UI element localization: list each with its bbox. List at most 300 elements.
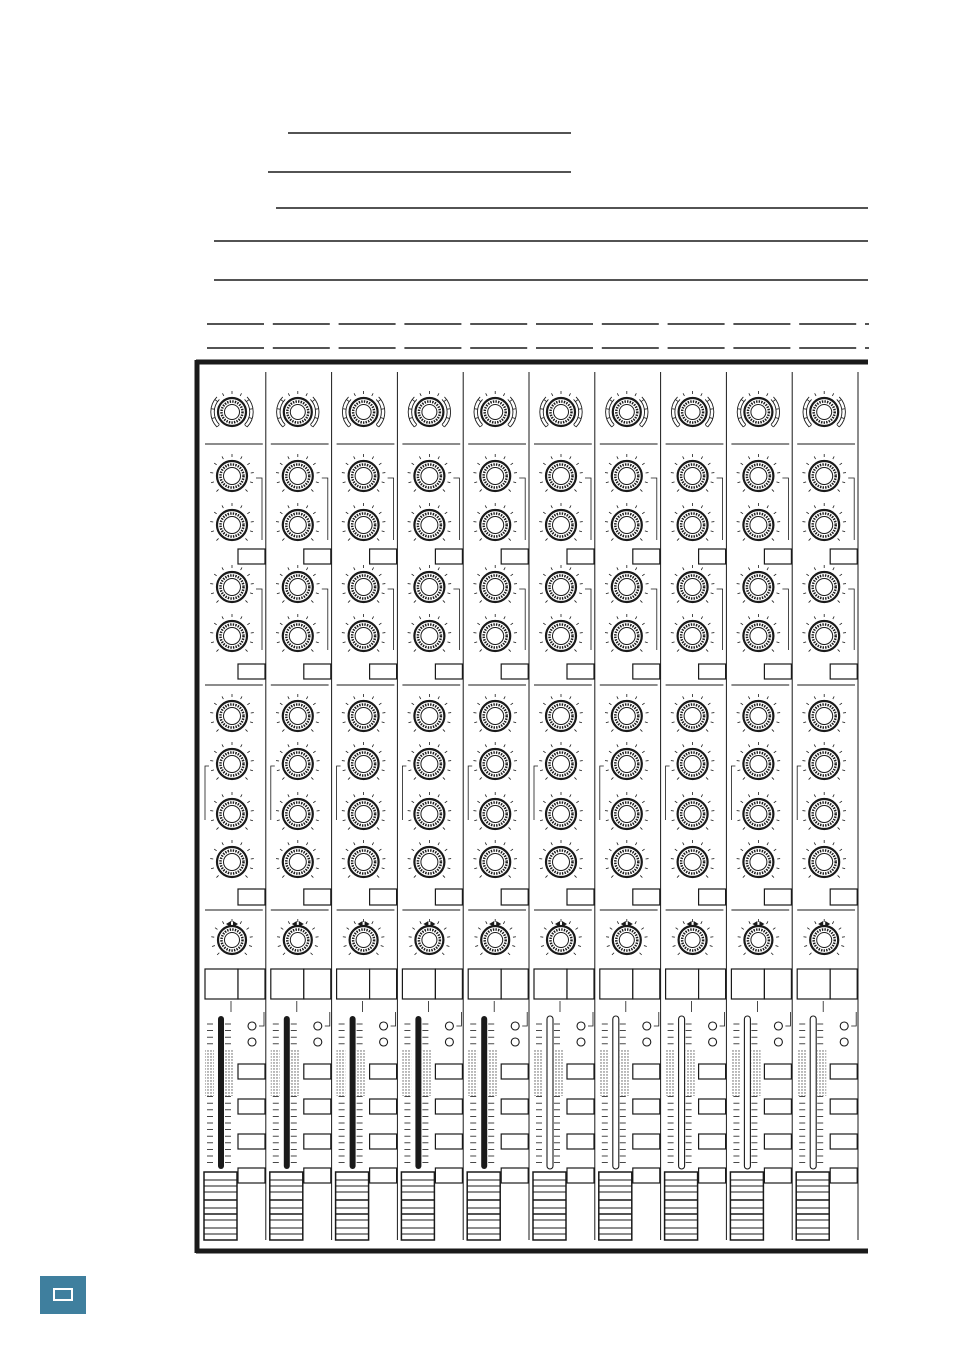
scale-tick — [245, 600, 247, 602]
led-indicator-icon — [511, 1022, 519, 1030]
pan-knob-icon — [277, 919, 318, 955]
scale-tick — [701, 393, 702, 396]
eq-knob-icon — [408, 503, 451, 541]
scale-tick — [803, 593, 806, 594]
scale-tick — [480, 729, 482, 731]
scale-tick — [677, 875, 679, 877]
knob-cap — [356, 933, 371, 948]
scale-tick — [412, 400, 414, 402]
scale-tick — [408, 531, 411, 532]
scale-tick — [445, 574, 447, 576]
scale-tick — [216, 649, 218, 651]
knob-cap — [421, 579, 438, 596]
scale-tick — [540, 642, 543, 643]
scale-tick — [641, 400, 643, 402]
knob-cap — [816, 708, 833, 725]
scale-tick — [513, 722, 516, 723]
scale-tick — [773, 400, 775, 402]
switch-button-icon — [534, 969, 567, 999]
scale-tick — [606, 868, 609, 869]
led-indicator-icon — [774, 1022, 782, 1030]
scale-tick — [315, 418, 318, 419]
scale-tick — [408, 868, 411, 869]
knob-cap — [355, 806, 372, 823]
aux-bracket — [205, 766, 209, 820]
scale-tick — [809, 875, 811, 877]
scale-tick — [710, 418, 713, 419]
switch-button-icon — [633, 969, 660, 999]
scale-tick — [749, 921, 750, 924]
scale-tick — [711, 868, 714, 869]
scale-tick — [814, 616, 815, 619]
knob-cap — [684, 708, 701, 725]
scale-tick — [372, 567, 373, 570]
aux-bracket — [534, 766, 538, 820]
knob-cap — [554, 933, 569, 948]
scale-tick — [806, 623, 808, 625]
scale-tick — [509, 875, 511, 877]
scale-tick — [640, 649, 642, 651]
fader-slot — [415, 1016, 421, 1169]
switch-button-icon — [567, 549, 594, 564]
scale-tick — [485, 567, 486, 570]
scale-tick — [211, 820, 214, 821]
scale-tick — [645, 531, 648, 532]
scale-tick — [346, 703, 348, 705]
eq-bracket — [322, 589, 328, 650]
scale-tick — [414, 489, 416, 491]
eq-knob-icon — [605, 614, 648, 652]
scale-tick — [576, 703, 578, 705]
aux-knob-icon — [342, 792, 385, 830]
scale-tick — [445, 623, 447, 625]
scale-tick — [316, 642, 319, 643]
led-leader — [588, 1012, 593, 1026]
scale-tick — [635, 616, 636, 619]
channel-strip — [665, 372, 727, 1240]
scale-tick — [311, 777, 313, 779]
scale-tick — [701, 744, 702, 747]
switch-button-icon — [304, 1064, 331, 1079]
scale-tick — [642, 751, 644, 753]
scale-tick — [245, 425, 247, 427]
scale-tick — [443, 649, 445, 651]
scale-tick — [611, 729, 613, 731]
scale-tick — [419, 616, 420, 619]
scale-tick — [551, 696, 552, 699]
scale-tick — [438, 567, 439, 570]
scale-tick — [445, 801, 447, 803]
scale-tick — [412, 512, 414, 514]
scale-tick — [804, 946, 807, 947]
knob-cap — [487, 628, 504, 645]
fader-cap-body — [467, 1172, 500, 1240]
scale-tick — [247, 512, 249, 514]
led-leader — [259, 1012, 264, 1026]
scale-tick — [617, 744, 618, 747]
scale-tick — [672, 482, 675, 483]
scale-tick — [412, 751, 414, 753]
scale-tick — [551, 393, 552, 396]
page-tab-icon — [40, 1276, 86, 1314]
scale-tick — [743, 827, 745, 829]
scale-tick — [617, 393, 618, 396]
scale-tick — [382, 722, 385, 723]
knob-cap — [289, 708, 306, 725]
scale-tick — [313, 623, 315, 625]
switch-button-icon — [238, 664, 265, 679]
knob-cap — [684, 756, 701, 773]
scale-tick — [706, 777, 708, 779]
scale-tick — [372, 794, 373, 797]
aux-bracket — [468, 766, 472, 820]
scale-tick — [683, 393, 684, 396]
switch-button-icon — [402, 969, 435, 999]
scale-tick — [576, 463, 578, 465]
scale-tick — [776, 868, 779, 869]
scale-tick — [677, 489, 679, 491]
scale-tick — [346, 623, 348, 625]
switch-button-icon — [435, 549, 462, 564]
knob-cap — [750, 854, 767, 871]
scale-tick — [288, 842, 289, 845]
eq-bracket — [256, 589, 262, 650]
page-tab-inner — [53, 1288, 73, 1301]
gain-knob-icon — [606, 391, 648, 427]
scale-tick — [672, 820, 675, 821]
scale-tick — [569, 921, 570, 924]
scale-tick — [551, 505, 552, 508]
eq-knob-icon — [671, 565, 714, 603]
knob-cap — [225, 933, 240, 948]
fader-cap-body — [533, 1172, 566, 1240]
switch-button-icon — [633, 1064, 660, 1079]
switch-button-icon — [304, 969, 331, 999]
switch-button-icon — [370, 549, 397, 564]
scale-tick — [214, 703, 216, 705]
scale-tick — [635, 567, 636, 570]
switch-button-icon — [666, 969, 699, 999]
aux-knob-icon — [605, 742, 648, 780]
scale-tick — [540, 820, 543, 821]
scale-tick — [277, 868, 280, 869]
knob-cap — [355, 854, 372, 871]
fader-cap-body — [599, 1172, 632, 1240]
scale-tick — [485, 505, 486, 508]
scale-tick — [706, 538, 708, 540]
knob-cap — [224, 517, 241, 534]
scale-tick — [511, 849, 513, 851]
scale-tick — [838, 729, 840, 731]
scale-tick — [707, 400, 709, 402]
scale-tick — [288, 393, 289, 396]
scale-tick — [640, 425, 642, 427]
scale-tick — [408, 722, 411, 723]
scale-tick — [737, 531, 740, 532]
scale-tick — [737, 820, 740, 821]
eq-knob-icon — [210, 614, 253, 652]
scale-tick — [837, 425, 839, 427]
switch-button-icon — [633, 664, 660, 679]
scale-tick — [216, 600, 218, 602]
scale-tick — [711, 593, 714, 594]
scale-tick — [641, 928, 643, 930]
scale-tick — [833, 616, 834, 619]
knob-cap — [684, 806, 701, 823]
scale-tick — [772, 875, 774, 877]
aux-knob-icon — [342, 840, 385, 878]
fader-cap-icon — [336, 1172, 369, 1240]
eq-bracket — [717, 589, 723, 650]
scale-tick — [701, 567, 702, 570]
eq-bracket — [651, 589, 657, 650]
scale-tick — [212, 418, 215, 419]
scale-tick — [545, 729, 547, 731]
fader-cap-body — [270, 1172, 303, 1240]
scale-tick — [512, 946, 515, 947]
eq-knob-icon — [802, 614, 845, 652]
scale-tick — [442, 953, 444, 955]
scale-tick — [741, 703, 743, 705]
scale-tick — [480, 827, 482, 829]
scale-tick — [675, 801, 677, 803]
scale-tick — [570, 505, 571, 508]
knob-cap — [553, 854, 570, 871]
switch-button-icon — [501, 1064, 528, 1079]
scale-tick — [474, 868, 477, 869]
gain-knob-icon — [671, 391, 713, 427]
scale-tick — [412, 623, 414, 625]
scale-tick — [241, 616, 242, 619]
scale-tick — [744, 953, 746, 955]
pan-knob-icon — [409, 919, 450, 955]
scale-tick — [842, 531, 845, 532]
meter-pattern — [225, 1050, 234, 1096]
scale-tick — [211, 482, 214, 483]
eq-knob-icon — [473, 565, 516, 603]
eq-knob-icon — [539, 565, 582, 603]
scale-tick — [354, 794, 355, 797]
scale-tick — [672, 642, 675, 643]
scale-tick — [809, 489, 811, 491]
aux-knob-icon — [408, 742, 451, 780]
aux-knob-icon — [539, 792, 582, 830]
scale-tick — [606, 722, 609, 723]
scale-tick — [408, 820, 411, 821]
scale-tick — [809, 777, 811, 779]
knob-cap — [618, 806, 635, 823]
scale-tick — [776, 482, 779, 483]
scale-tick — [283, 953, 285, 955]
eq-knob-icon — [802, 454, 845, 492]
aux-knob-icon — [802, 694, 845, 732]
scale-tick — [706, 875, 708, 877]
aux-knob-icon — [737, 694, 780, 732]
scale-tick — [570, 456, 571, 459]
scale-tick — [748, 794, 749, 797]
scale-tick — [443, 827, 445, 829]
scale-tick — [840, 703, 842, 705]
scale-tick — [767, 616, 768, 619]
channel-strip — [336, 372, 398, 1240]
led-indicator-icon — [840, 1022, 848, 1030]
scale-tick — [250, 642, 253, 643]
scale-tick — [772, 489, 774, 491]
scale-tick — [771, 425, 773, 427]
scale-tick — [543, 849, 545, 851]
scale-tick — [838, 875, 840, 877]
scale-tick — [672, 868, 675, 869]
fader-slot — [810, 1016, 816, 1169]
switch-button-icon — [567, 1064, 594, 1079]
scale-tick — [419, 842, 420, 845]
scale-tick — [349, 953, 351, 955]
scale-tick — [683, 744, 684, 747]
aux-bracket — [797, 766, 801, 820]
scale-tick — [447, 482, 450, 483]
eq-bracket — [519, 589, 525, 650]
fader-cap-body — [730, 1172, 763, 1240]
eq-knob-icon — [408, 614, 451, 652]
scale-tick — [412, 703, 414, 705]
knob-cap — [224, 628, 241, 645]
scale-tick — [245, 489, 247, 491]
knob-cap — [553, 628, 570, 645]
scale-tick — [635, 794, 636, 797]
switch-button-icon — [238, 549, 265, 564]
scale-tick — [222, 696, 223, 699]
scale-tick — [477, 574, 479, 576]
knob-cap — [355, 708, 372, 725]
knob-cap — [421, 806, 438, 823]
scale-tick — [280, 623, 282, 625]
scale-tick — [611, 875, 613, 877]
scale-tick — [420, 393, 421, 396]
scale-tick — [477, 512, 479, 514]
eq-knob-icon — [802, 503, 845, 541]
scale-tick — [509, 489, 511, 491]
scale-tick — [510, 928, 512, 930]
aux-knob-icon — [408, 840, 451, 878]
scale-tick — [443, 489, 445, 491]
switch-button-icon — [370, 1099, 397, 1114]
switch-button-icon — [633, 1099, 660, 1114]
scale-tick — [840, 623, 842, 625]
scale-tick — [222, 393, 223, 396]
channel-strip — [533, 372, 595, 1240]
scale-tick — [214, 623, 216, 625]
scale-tick — [414, 875, 416, 877]
scale-tick — [414, 538, 416, 540]
fader-cap-body — [796, 1172, 829, 1240]
scale-tick — [377, 649, 379, 651]
knob-cap — [290, 405, 305, 420]
scale-tick — [438, 744, 439, 747]
led-indicator-icon — [511, 1038, 519, 1046]
scale-tick — [509, 538, 511, 540]
scale-tick — [282, 649, 284, 651]
gain-knob-icon — [803, 391, 845, 427]
scale-tick — [807, 400, 809, 402]
scale-tick — [379, 751, 381, 753]
scale-tick — [574, 425, 576, 427]
aux-knob-icon — [276, 792, 319, 830]
scale-tick — [574, 489, 576, 491]
switch-button-icon — [633, 549, 660, 564]
led-indicator-icon — [248, 1038, 256, 1046]
scale-tick — [306, 393, 307, 396]
eq-knob-icon — [276, 503, 319, 541]
scale-tick — [749, 393, 750, 396]
scale-tick — [513, 642, 516, 643]
scale-tick — [706, 649, 708, 651]
scale-tick — [711, 722, 714, 723]
scale-tick — [748, 567, 749, 570]
scale-tick — [551, 842, 552, 845]
scale-tick — [247, 849, 249, 851]
scale-tick — [814, 505, 815, 508]
scale-tick — [409, 418, 412, 419]
scale-tick — [683, 842, 684, 845]
scale-tick — [288, 616, 289, 619]
scale-tick — [347, 400, 349, 402]
scale-tick — [381, 946, 384, 947]
aux-knob-icon — [802, 742, 845, 780]
scale-tick — [701, 616, 702, 619]
eq-knob-icon — [342, 503, 385, 541]
eq-knob-icon — [342, 454, 385, 492]
eq-knob-icon — [671, 454, 714, 492]
eq-knob-icon — [539, 454, 582, 492]
scale-tick — [640, 538, 642, 540]
scale-tick — [277, 770, 280, 771]
knob-cap — [289, 579, 306, 596]
scale-tick — [282, 489, 284, 491]
scale-tick — [354, 393, 355, 396]
scale-tick — [277, 531, 280, 532]
scale-tick — [280, 751, 282, 753]
scale-tick — [442, 425, 444, 427]
scale-tick — [511, 801, 513, 803]
switch-button-icon — [699, 664, 726, 679]
scale-tick — [711, 820, 714, 821]
scale-tick — [250, 770, 253, 771]
scale-tick — [486, 921, 487, 924]
scale-tick — [503, 393, 504, 396]
knob-cap — [487, 854, 504, 871]
scale-tick — [376, 953, 378, 955]
scale-tick — [250, 531, 253, 532]
scale-tick — [474, 820, 477, 821]
scale-tick — [306, 567, 307, 570]
scale-tick — [701, 696, 702, 699]
scale-tick — [814, 744, 815, 747]
scale-tick — [675, 574, 677, 576]
knob-cap — [750, 628, 767, 645]
scale-tick — [840, 512, 842, 514]
eq-bracket — [453, 589, 459, 650]
aux-knob-icon — [276, 742, 319, 780]
switch-button-icon — [699, 889, 726, 905]
scale-tick — [311, 729, 313, 731]
scale-tick — [280, 512, 282, 514]
scale-tick — [579, 820, 582, 821]
knob-cap — [750, 756, 767, 773]
scale-tick — [833, 567, 834, 570]
scale-tick — [222, 744, 223, 747]
switch-button-icon — [567, 969, 594, 999]
scale-tick — [379, 463, 381, 465]
